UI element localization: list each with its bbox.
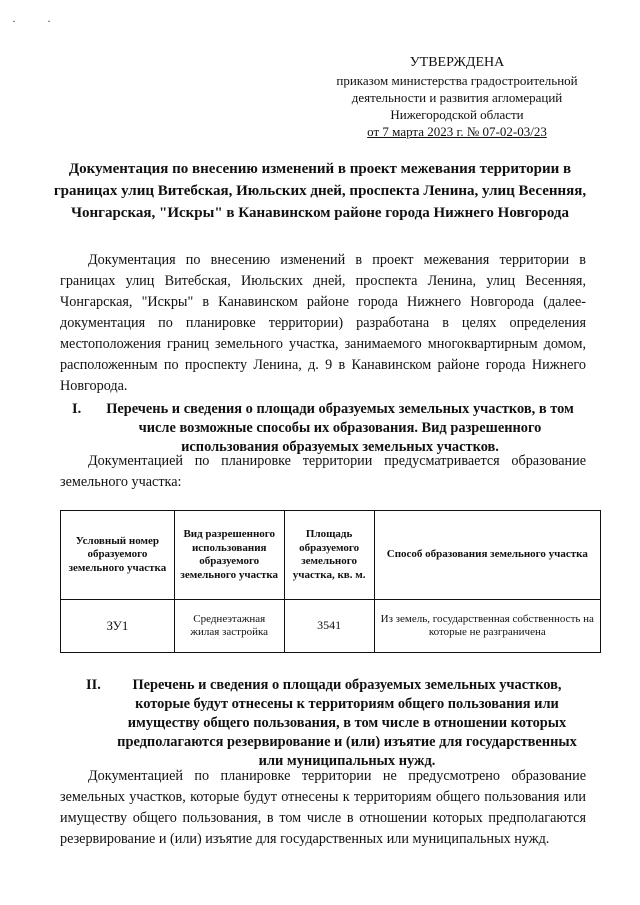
table-header-cell: Вид разрешенного использования образуемого земельного участка bbox=[174, 511, 284, 600]
table-header-cell: Условный номер образуемого земельного участка bbox=[61, 511, 175, 600]
table-cell: Из земель, государственная собственность на которые не разграничена bbox=[374, 600, 600, 653]
section-1-text: Документацией по планировке территории предусматривается образование земельного участка: bbox=[60, 453, 586, 490]
intro-paragraph: Документация по внесению изменений в проект межевания территории в границах улиц Витебская, Июльских дней, проспекта Ленина, улиц Весенняя, Чонгарская, "Искры" в Канавинском районе города Нижнего Новгорода (далее- документация по планировке территории) разработана в целях определения местоположения границ земельного участка, занимаемого многоквартирным домом, расположенным по проспекту Ленина, д. 9 в Канавинском районе города Нижнего Новгорода. bbox=[60, 252, 586, 394]
table-cell: Среднеэтажная жилая застройка bbox=[174, 600, 284, 653]
table-header-cell: Способ образования земельного участка bbox=[374, 511, 600, 600]
approval-line: приказом министерства градостроительной bbox=[336, 73, 578, 88]
document-title: Документация по внесению изменений в проект межевания территории в границах улиц Витебская, Июльских дней, проспекта Ленина, улиц Весенняя, Чонгарская, "Искры" в Канавинском районе города Нижнего Новгорода bbox=[53, 161, 587, 221]
table-cell: ЗУ1 bbox=[61, 600, 175, 653]
table-header-row bbox=[61, 511, 601, 600]
approval-line: Нижегородской области bbox=[390, 107, 524, 122]
section-2-title: Перечень и сведения о площади образуемых земельных участков, которые будут отнесены к территориям общего пользования или имуществу общего пользования, в том числе в отношении которых предполагаются резервирование и (или) изъятие для государственных или муниципальных нужд. bbox=[117, 677, 577, 769]
approval-heading: УТВЕРЖДЕНА bbox=[409, 55, 505, 70]
table-row bbox=[61, 600, 601, 653]
approval-order-date: от 7 марта 2023 г. № 07-02-03/23 bbox=[367, 124, 547, 139]
section-1-number: I. bbox=[72, 401, 82, 417]
scan-marks: · · bbox=[12, 14, 65, 28]
section-2-number: II. bbox=[86, 677, 101, 693]
section-2-heading bbox=[86, 676, 586, 771]
table-header-cell: Площадь образуемого земельного участка, кв. м. bbox=[284, 511, 374, 600]
land-plot-table bbox=[60, 510, 601, 653]
table-cell: 3541 bbox=[284, 600, 374, 653]
approval-line: деятельности и развития агломераций bbox=[351, 90, 563, 105]
section-1-title: Перечень и сведения о площади образуемых земельных участков, в том числе возможные способы их образования. Вид разрешенного использования образуемых земельных участков. bbox=[106, 401, 574, 455]
approval-stamp bbox=[312, 54, 602, 140]
section-1-heading bbox=[60, 400, 586, 457]
section-2-text: Документацией по планировке территории не предусмотрено образование земельных участков, которые будут отнесены к территориям общего пользования или имуществу общего пользования, в том числе в отношении которых предполагаются резервирование и (или) изъятие для государственных или муниципальных нужд. bbox=[60, 768, 586, 847]
